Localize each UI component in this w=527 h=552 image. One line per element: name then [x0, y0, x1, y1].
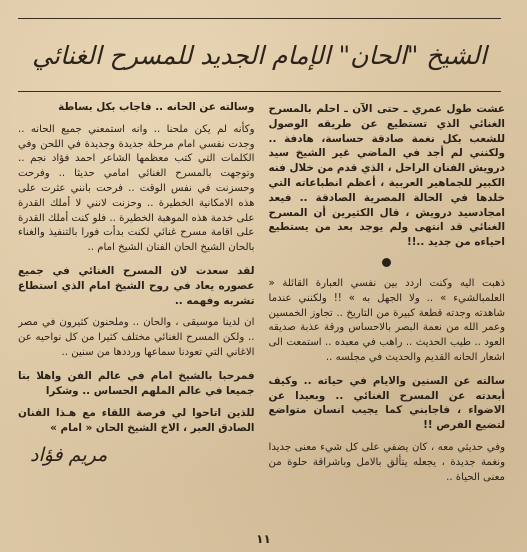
left-column: [18, 100, 255, 526]
left-paragraph-2: وكأنه لم يكن ملحنا .. وانه استمعني جميع الحانه .. وجدت نفسي امام مرحلة جديدة وجديدة في اللحن وفي الكلمات التي كتب معظمها الشاعر احمد فؤاد نجم .. وتوجهت بالمسرح الغنائي امامي حديثا .. وفرحت وحسزنت في نفس الوقت .. فرحت بانني عثرت على هذه الامكانية الخطيرة .. وحزنت لانني لا أملك القدرة على خدمة هذه الموهبة الخطيرة .. فلو كنت أملك القدرة على اقامة مسرح غنائي لكنت بدأت فورا بالتنفيذ والغناء بالحان الشيخ الحان الفنان الشيخ امام ..: [18, 123, 255, 254]
author-signature: مريم فؤاد: [30, 443, 108, 466]
left-paragraph-5: فمرحبا بالشيخ امام في عالم الفن واهلا بنا جميعا في عالم الملهم الحساس .. وشكرا: [18, 369, 255, 397]
right-paragraph-2: ذهبت اليه وكنت اردد بين نفسي العبارة القائلة « العلمبالشيء » .. ولا الجهل به » !! ولكنني عندما شاهدته وجدته قطعة كبيرة من التاريخ .. تجاوز الخمسين وعمر الله من نعمة البصر بالاحساس ورقة عذبة صديقه العود .. طيب الحديث .. راهب في معبده .. استمعت الى اشعار الحانه القديم والحديث في مجلسه ..: [268, 277, 505, 363]
article-columns: [18, 100, 505, 526]
section-dot: [382, 258, 391, 267]
right-paragraph-3: سالته عن السنين والايام في حياته .. وكيف أبعدته عن المسرح الغنائي .. وبعيدا عن الاضواء ، فاجابني كما يجيب انسان متواضع لتضيع الفرص !!: [268, 374, 505, 432]
left-paragraph-6: للذين اتاحوا لي فرصة اللقاء مع هـذا الفنان الصادق العبر ، الاخ الشيخ الحان « امام »: [18, 407, 255, 435]
left-paragraph-4: ان لدينا موسيقى ، والحان .. وملحنون كثيرون في مصر .. ولكن المسرح الغنائي مختلف كثيرا من كل نواحيه عن الاغاني التي تعودنا سماعها ورددها من سنين ..: [18, 317, 255, 358]
left-paragraph-1: وسالته عن الحانه .. فاجاب بكل بساطة: [58, 101, 255, 113]
right-column: [269, 100, 506, 526]
left-paragraph-3: لقد سعدت لان المسرح الغنائي في جميع عصوره يعاد في روح الشيخ امام الذي استطاع تشربه وفهمه ..: [18, 264, 255, 307]
right-paragraph-1: عشت طول عمري ـ حتى الآن ـ احلم بالمسرح الغنائي الذي تستطيع عن طريقه الوصول للشعب بكل نغمة صادقة حساسة، هادفة .. ولكنني لم أجد في الماضي غير الشيخ سيد درويش الفنان الراحل ، الذي قدم من خلال فنه الكبير للجماهير العربية ، أعظم انطباعاته التي خلدها في الحالة المصرية الصادقة .. فيعد امجادسيد درويش ، قال الكثيرين أن المسرح الغنائي قد انتهى ولم يوجد بعد من يستطيع احياءه من جديد ..!!: [268, 103, 505, 249]
article-headline: الشيخ "الحان" الإمام الجديد للمسرح الغنائي: [32, 40, 487, 70]
page-number: ١١: [256, 532, 271, 546]
right-paragraph-4: وفي حديثي معه ، كان يضفي على كل شيء معنى جديدا ونغمة جديدة ، يجعله يتألق بالامل وباشراقة حلوة من معنى الحياة ..: [268, 441, 505, 483]
headline-frame: [18, 18, 501, 92]
